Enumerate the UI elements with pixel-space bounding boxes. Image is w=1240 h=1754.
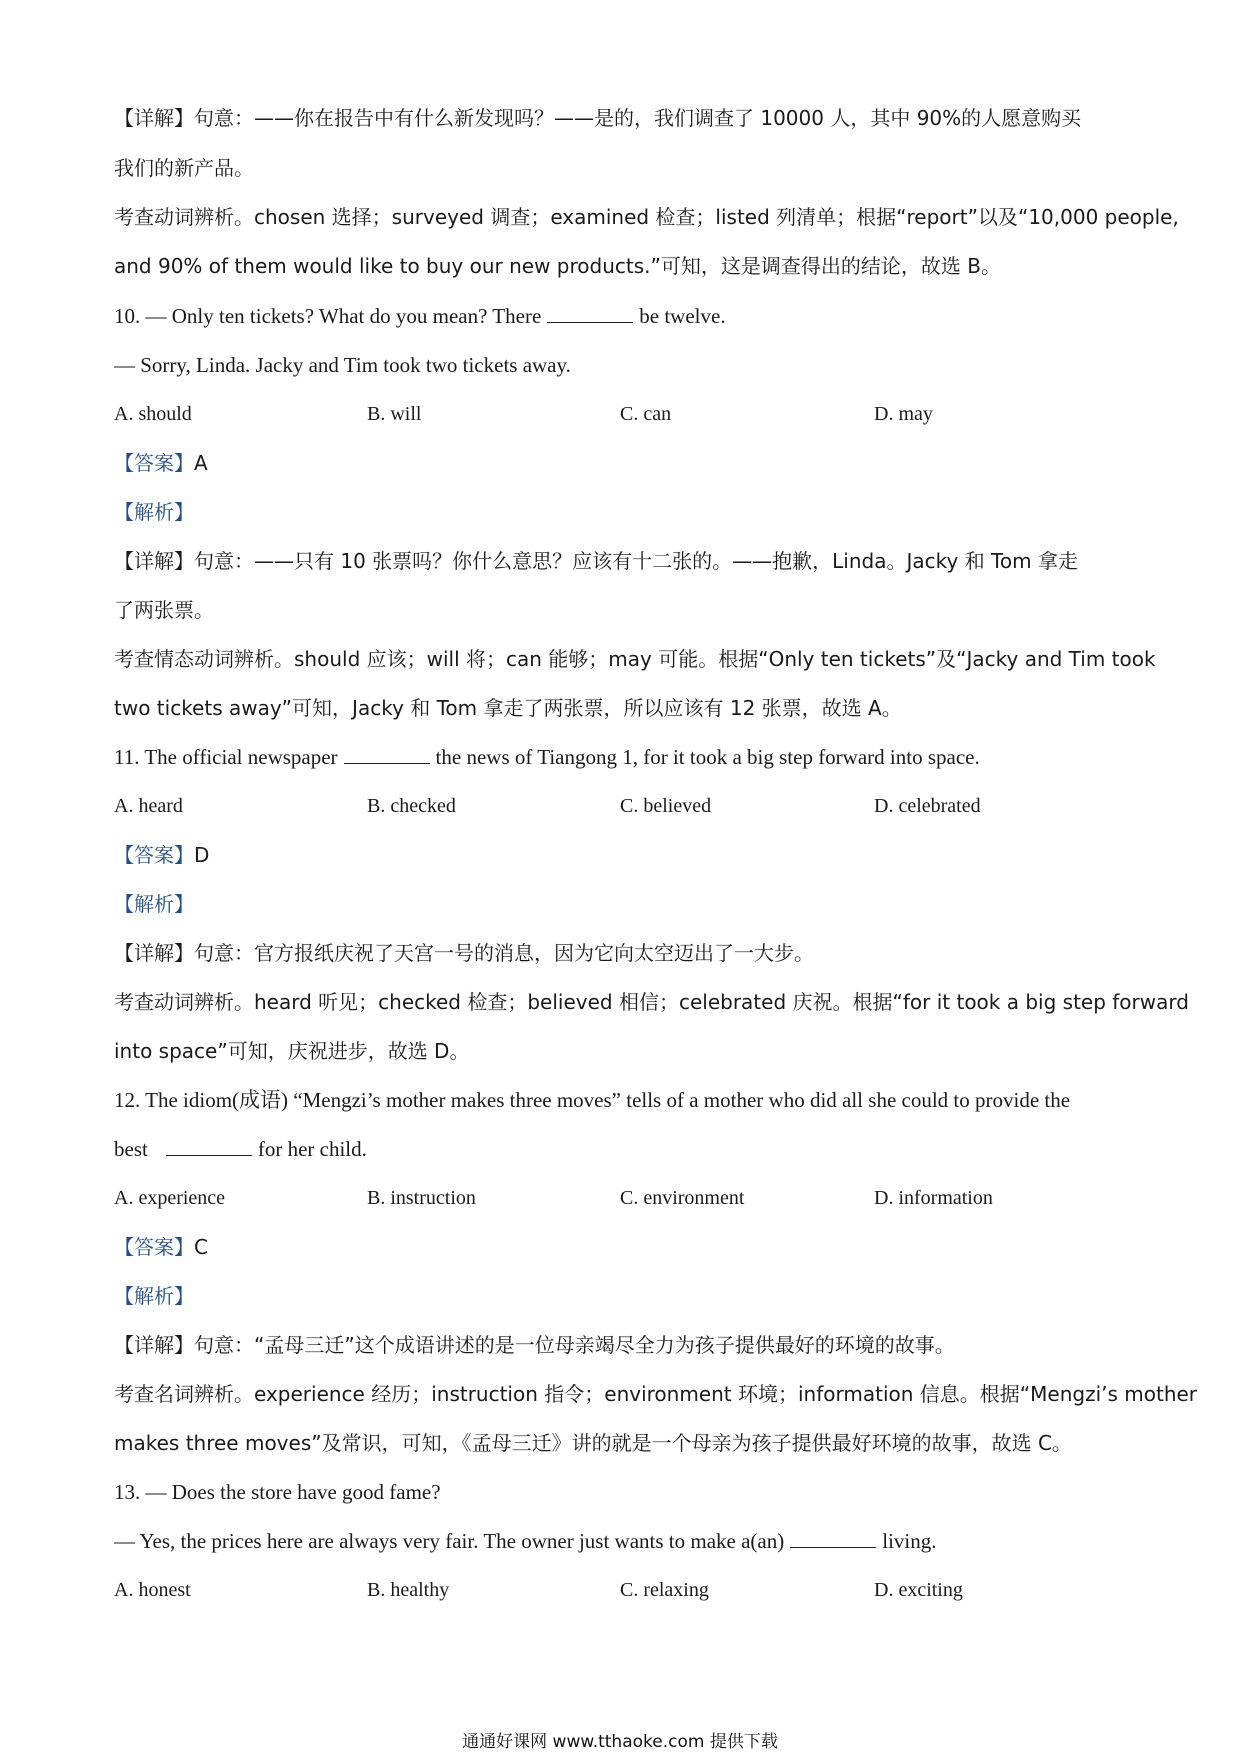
q11-analysis-line-2: into space”可知，庆祝进步，故选 D。	[114, 1039, 470, 1063]
q10-analysis-line-1: 考查情态动词辨析。should 应该；will 将；can 能够；may 可能。根据“Only ten tickets”及“Jacky and Tim took	[114, 647, 1156, 671]
q11-option-c: C. believed	[620, 795, 712, 817]
answer-tag: 【答案】	[114, 843, 194, 867]
page-footer: 通通好课网 www.tthaoke.com 提供下载	[462, 1732, 778, 1752]
answer-blank	[790, 1529, 876, 1548]
q13-option-b: B. healthy	[367, 1579, 450, 1601]
q12-option-d: D. information	[874, 1187, 993, 1209]
detail-tag: 【详解】	[114, 106, 194, 130]
answer-tag: 【答案】	[114, 451, 194, 475]
q13-option-d: D. exciting	[874, 1579, 963, 1601]
detail-tag: 【详解】	[114, 549, 194, 573]
q11-stem: 11. The official newspaper the news of Tiangong 1, for it took a big step forward into space.	[114, 745, 980, 769]
q11-option-d: D. celebrated	[874, 795, 981, 817]
q11-answer: 【答案】D	[114, 843, 210, 867]
q11-option-a: A. heard	[114, 795, 183, 817]
q10-option-c: C. can	[620, 403, 672, 425]
q11-option-b: B. checked	[367, 795, 456, 817]
q12-detail-line-1: 【详解】句意：“孟母三迁”这个成语讲述的是一位母亲竭尽全力为孩子提供最好的环境的故事。	[114, 1333, 955, 1357]
q9-detail-line-2: 我们的新产品。	[114, 156, 254, 180]
answer-blank	[344, 745, 430, 764]
q10-detail-line-2: 了两张票。	[114, 598, 214, 622]
q12-answer: 【答案】C	[114, 1235, 208, 1259]
answer-tag: 【答案】	[114, 1235, 194, 1259]
q12-jiexi-tag: 【解析】	[114, 1284, 194, 1308]
q10-analysis-line-2: two tickets away”可知，Jacky 和 Tom 拿走了两张票，所以应该有 12 张票，故选 A。	[114, 696, 902, 720]
q13-option-c: C. relaxing	[620, 1579, 709, 1601]
answer-blank	[166, 1137, 252, 1156]
q9-detail-line-1: 【详解】句意：——你在报告中有什么新发现吗？——是的，我们调查了 10000 人，其中 90%的人愿意购买	[114, 106, 1082, 130]
q11-analysis-line-1: 考查动词辨析。heard 听见；checked 检查；believed 相信；celebrated 庆祝。根据“for it took a big step forward	[114, 990, 1189, 1014]
q10-detail-line-1: 【详解】句意：——只有 10 张票吗？你什么意思？应该有十二张的。——抱歉，Linda。Jacky 和 Tom 拿走	[114, 549, 1078, 573]
q9-analysis-line-1: 考查动词辨析。chosen 选择；surveyed 调查；examined 检查；listed 列清单；根据“report”以及“10,000 people,	[114, 205, 1179, 229]
detail-tag: 【详解】	[114, 941, 194, 965]
q10-option-b: B. will	[367, 403, 422, 425]
answer-blank	[547, 304, 633, 323]
q11-jiexi-tag: 【解析】	[114, 892, 194, 916]
q10-option-d: D. may	[874, 403, 933, 425]
detail-tag: 【详解】	[114, 1333, 194, 1357]
q10-option-a: A. should	[114, 403, 192, 425]
q12-option-a: A. experience	[114, 1187, 226, 1209]
q10-stem-line-2: — Sorry, Linda. Jacky and Tim took two tickets away.	[114, 353, 571, 377]
q12-option-c: C. environment	[620, 1187, 745, 1209]
q12-analysis-line-1: 考查名词辨析。experience 经历；instruction 指令；environment 环境；information 信息。根据“Mengzi’s mother	[114, 1382, 1198, 1406]
q10-answer: 【答案】A	[114, 451, 208, 475]
q13-stem-line-2: — Yes, the prices here are always very fair. The owner just wants to make a(an) living.	[114, 1529, 937, 1553]
q11-detail-line-1: 【详解】句意：官方报纸庆祝了天宫一号的消息，因为它向太空迈出了一大步。	[114, 941, 814, 965]
q10-stem: 10. — Only ten tickets? What do you mean? There be twelve.	[114, 304, 726, 328]
q9-analysis-line-2: and 90% of them would like to buy our new products.”可知，这是调查得出的结论，故选 B。	[114, 254, 1001, 278]
q12-analysis-line-2: makes three moves”及常识，可知，《孟母三迁》讲的就是一个母亲为孩子提供最好环境的故事，故选 C。	[114, 1431, 1072, 1455]
q10-jiexi-tag: 【解析】	[114, 500, 194, 524]
q12-stem-line-1: 12. The idiom(成语) “Mengzi’s mother makes three moves” tells of a mother who did all she could to provide the	[114, 1088, 1071, 1112]
q13-stem-line-1: 13. — Does the store have good fame?	[114, 1480, 441, 1504]
q12-option-b: B. instruction	[367, 1187, 476, 1209]
q13-option-a: A. honest	[114, 1579, 191, 1601]
q12-stem-line-2: best for her child.	[114, 1137, 367, 1161]
